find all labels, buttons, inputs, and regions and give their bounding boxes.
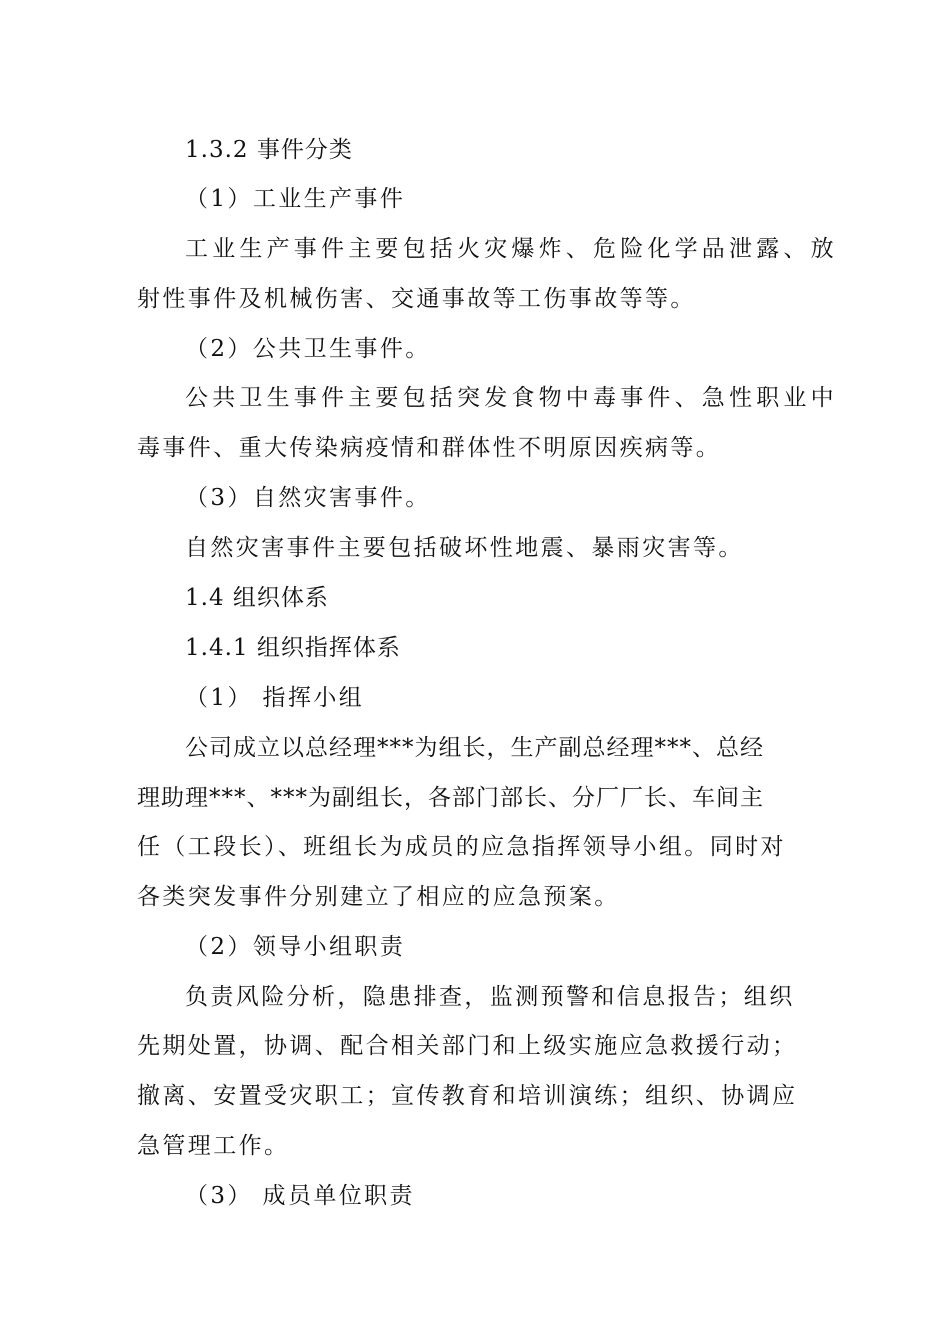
heading-1-4: 1.4 组织体系 bbox=[185, 585, 329, 611]
paragraph-line: 自然灾害事件主要包括破坏性地震、暴雨灾害等。 bbox=[185, 535, 744, 561]
paragraph-line: 射性事件及机械伤害、交通事故等工伤事故等等。 bbox=[137, 286, 696, 312]
paragraph-line: 负责风险分析，隐患排查，监测预警和信息报告；组织 bbox=[185, 984, 795, 1010]
paragraph-line: 公司成立以总经理***为组长，生产副总经理***、总经 bbox=[185, 735, 764, 761]
subheading-member-unit-duties: （3） 成员单位职责 bbox=[185, 1183, 415, 1209]
heading-1-3-2: 1.3.2 事件分类 bbox=[185, 137, 353, 163]
subheading-natural-disaster-events: （3）自然灾害事件。 bbox=[185, 485, 431, 511]
subheading-public-health-events: （2）公共卫生事件。 bbox=[185, 336, 431, 362]
paragraph-line: 任（工段长）、班组长为成员的应急指挥领导小组。同时对 bbox=[137, 834, 786, 860]
paragraph-line: 先期处置，协调、配合相关部门和上级实施应急救援行动； bbox=[137, 1033, 798, 1059]
paragraph-line: 毒事件、重大传染病疫情和群体性不明原因疾病等。 bbox=[137, 435, 722, 461]
paragraph-line: 工业生产事件主要包括火灾爆炸、危险化学品泄露、放 bbox=[185, 236, 838, 262]
subheading-industrial-events: （1）工业生产事件 bbox=[185, 186, 406, 212]
paragraph-line: 撤离、安置受灾职工；宣传教育和培训演练；组织、协调应 bbox=[137, 1083, 798, 1109]
paragraph-line: 各类突发事件分别建立了相应的应急预案。 bbox=[137, 884, 620, 910]
subheading-leading-group-duties: （2）领导小组职责 bbox=[185, 934, 406, 960]
subheading-command-group: （1） 指挥小组 bbox=[185, 685, 365, 711]
paragraph-line: 公共卫生事件主要包括突发食物中毒事件、急性职业中 bbox=[185, 385, 838, 411]
paragraph-line: 理助理***、***为副组长，各部门部长、分厂厂长、车间主 bbox=[137, 785, 764, 811]
paragraph-line: 急管理工作。 bbox=[137, 1133, 290, 1159]
heading-1-4-1: 1.4.1 组织指挥体系 bbox=[185, 635, 401, 661]
